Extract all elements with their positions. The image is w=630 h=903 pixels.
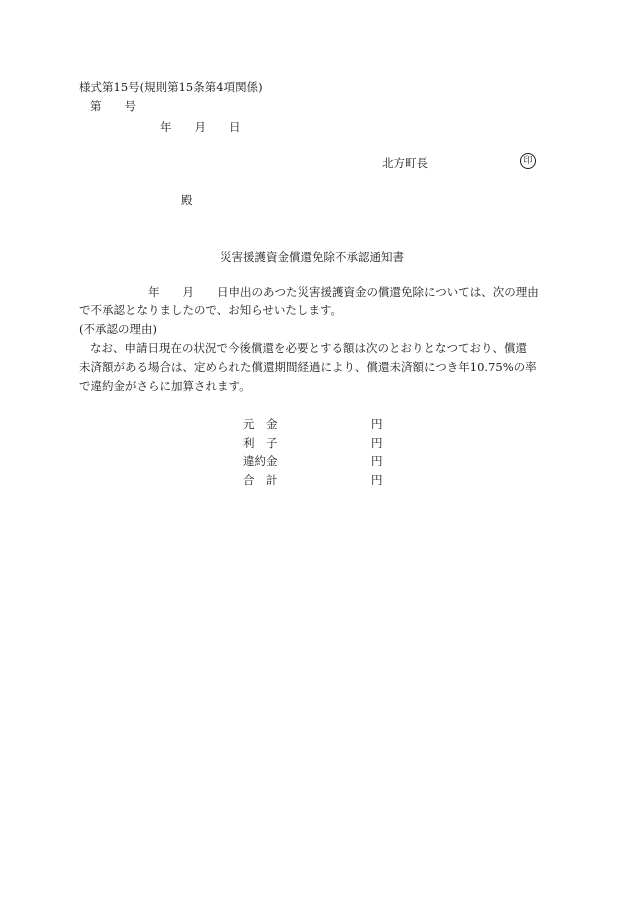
addressee-honorific: 殿 [181,193,193,207]
amount-unit: 円 [371,473,383,487]
paragraph2-line2: 未済額がある場合は、定められた償還期間経過により、償還未済額につき年10.75%の率 [79,360,537,374]
amount-row-interest [243,436,383,450]
paragraph2-line3: で違約金がさらに加算されます。 [79,379,251,393]
amount-label: 元 金 [243,417,278,431]
amount-row-principal [243,417,383,431]
amount-row-penalty [243,454,383,468]
amount-row-total [243,473,383,487]
reason-heading: (不承認の理由) [79,322,157,336]
form-number: 様式第15号(規則第15条第4項関係) [79,80,263,94]
document-number: 第 号 [90,99,136,113]
paragraph1-line1: 年 月 日申出のあつた災害援護資金の償還免除については、次の理由 [148,285,539,299]
amount-unit: 円 [371,436,383,450]
amount-label: 合 計 [243,473,278,487]
paragraph2-line1: なお、申請日現在の状況で今後償還を必要とする額は次のとおりとなつており、償還 [90,341,527,355]
amount-label: 利 子 [243,436,278,450]
document-title: 災害援護資金償還免除不承認通知書 [220,250,404,264]
amount-unit: 円 [371,454,383,468]
paragraph1-line2: で不承認となりましたので、お知らせいたします。 [79,303,343,317]
seal-stamp: 印 [520,153,536,169]
issuer-name: 北方町長 [382,156,428,170]
amount-unit: 円 [371,417,383,431]
amount-label: 違約金 [243,454,278,468]
issue-date: 年 月 日 [160,120,241,134]
